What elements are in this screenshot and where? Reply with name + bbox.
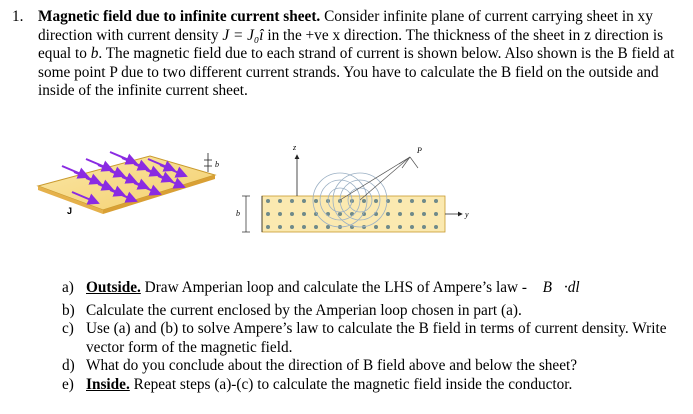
part-c	[62, 320, 682, 357]
problem-number: 1.	[12, 8, 24, 25]
thickness-symbol: b	[90, 45, 99, 63]
part-a-emph: Outside.	[86, 279, 141, 296]
intro-text-2: in the +ve x direction. The thickness of the sheet in z direction is equal to	[38, 26, 664, 63]
question-parts	[62, 279, 682, 395]
problem-title: Magnetic field due to infinite current sheet.	[38, 8, 321, 25]
cross-section	[242, 157, 445, 232]
y-axis-label: y	[465, 210, 469, 219]
part-d-text: What do you conclude about the direction of B field above and below the sheet?	[86, 357, 578, 375]
part-e	[62, 376, 682, 395]
z-axis-label: z	[293, 143, 297, 152]
part-a	[62, 279, 682, 298]
point-p-label: P	[417, 146, 422, 155]
part-d	[62, 357, 682, 376]
part-c-label: c)	[62, 320, 74, 338]
part-a-label: a)	[62, 279, 74, 296]
intro-text-1: Consider infinite plane of current carrying sheet in xy direction with current density	[38, 8, 653, 44]
part-a-text: Draw Amperian loop and calculate the LHS of Ampere’s law -	[140, 279, 531, 296]
part-e-emph: Inside.	[86, 375, 130, 393]
part-d-label: d)	[62, 357, 75, 375]
thickness-indicator	[204, 153, 212, 172]
part-b-label: b)	[62, 301, 75, 319]
sheet-label: J	[67, 206, 73, 216]
part-b-text: Calculate the current enclosed by the Amperian loop chosen in part (a).	[86, 301, 522, 319]
current-density-expr: J = J₀î	[222, 26, 264, 44]
ampere-integral: ∮B⃗·dl⃗	[530, 279, 592, 296]
part-c-text: Use (a) and (b) to solve Ampere’s law to calculate the B field in terms of current density. Write vector form of the magnetic field.	[86, 320, 667, 356]
part-b	[62, 302, 682, 321]
cross-section-thickness-label: b	[236, 209, 240, 218]
part-e-text: Repeat steps (a)-(c) to calculate the magnetic field inside the conductor.	[129, 375, 573, 393]
part-e-label: e)	[62, 375, 74, 393]
sheet-3d	[38, 152, 215, 216]
thickness-label: b	[215, 160, 219, 169]
intro-text-3: . The magnetic field due to each strand of current is shown below. Also shown is the B field at some point P due to two different current strands. You have to calculate the B field on the outside and inside of the infinite current sheet.	[38, 45, 675, 100]
